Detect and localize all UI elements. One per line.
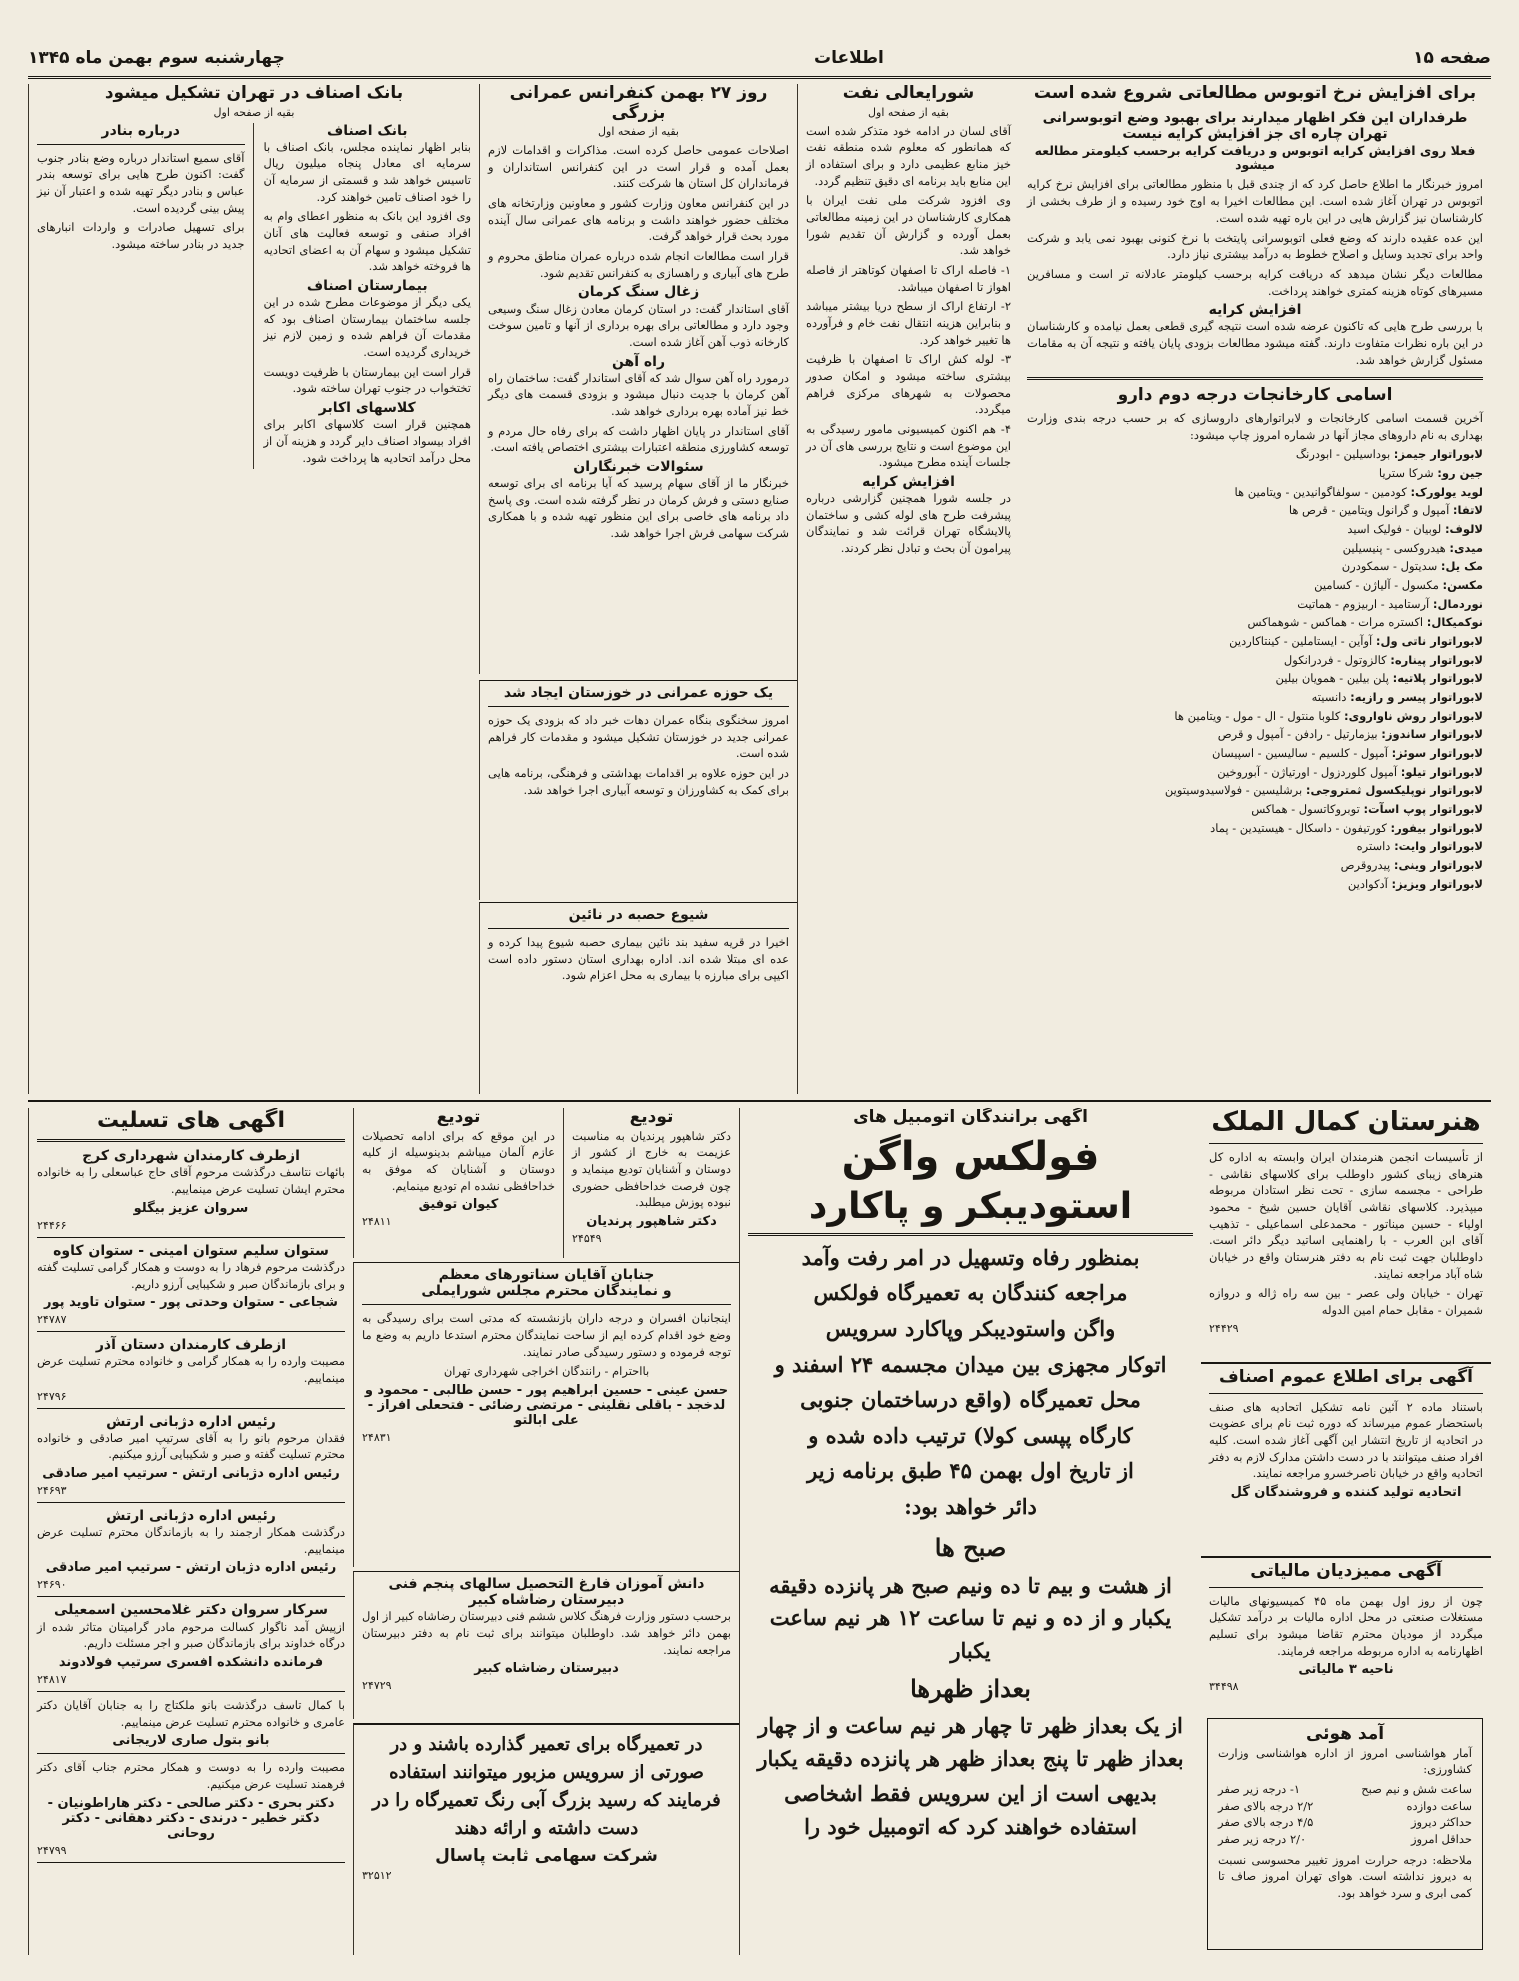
art-school-ad bbox=[1201, 1108, 1491, 1358]
drug-factory-products: آدکوادین bbox=[1347, 876, 1388, 891]
typhoid-paragraph: اخیرا در قریه سفید بند نائین بیماری حصبه شیوع پیدا کرده و عده ای مبتلا شده اند. اداره بهداری استان دستور داده است اکیپی برای مبارزه با بیماری به محل اعزام شود. bbox=[488, 935, 789, 983]
farewell-text-1: دکتر شاهپور پرندیان به مناسبت عزیمت به خارج از کشور از دوستان و آشنایان تودیع مینماید و چون فرصت خداحافظی حضوری نبوده پوزش میطلبد. bbox=[572, 1128, 731, 1210]
farewell-notice-2 bbox=[353, 1108, 563, 1258]
bus-paragraph: این عده عقیده دارند که وضع فعلی اتوبوسرانی پایتخت با نرخ کنونی بهبود نمی یابد و شرکت واحد برای تجدید وسایل و اصلاح خطوط به درآمد بیشتری نیاز دارد. bbox=[1027, 230, 1483, 262]
conference-paragraph: خبرنگار ما از آقای سهام پرسید که آیا برنامه ای برای توسعه صنایع دستی و فرش کرمان در نظر گرفته شده است. وی پاسخ داد برنامه های خاصی برای این منظور تهیه شده و با همکاری شرکت سهامی فرش اجرا خواهد شد. bbox=[488, 476, 789, 541]
condolence-notice bbox=[37, 1243, 345, 1332]
vw-ad-line: واگن واستودیبکر وپاکارد سرویس bbox=[825, 1316, 1116, 1342]
oil-headline: شورایعالی نفت bbox=[842, 84, 975, 103]
condolence-heading: رئیس اداره دژبانی ارتش bbox=[106, 1508, 276, 1525]
drug-factory-name: لابوراتوار وایت: bbox=[1394, 839, 1483, 854]
weather-row bbox=[1218, 1798, 1472, 1815]
oil-paragraph: در جلسه شورا همچنین گزارشی درباره پیشرفت طرح های لوله کشی و ساختمان پالایشگاه تهران قرائت شد و نمایندگان پیرامون آن بحث و تبادل نظر کردند. bbox=[806, 491, 1011, 556]
drug-factory-item bbox=[1027, 801, 1483, 818]
paper-name: اطلاعات bbox=[814, 48, 884, 68]
condolence-signature: شجاعی - ستوان وحدتی پور - ستوان تاوید پور bbox=[44, 1295, 338, 1311]
vw-ad-line: مراجعه کنندگان به تعمیرگاه فولکس bbox=[813, 1280, 1128, 1306]
senate-title-2: و نمایندگان محترم مجلس شورایملی bbox=[421, 1283, 672, 1300]
drug-factory-products: آمپول و گرانول ویتامین - قرص ها bbox=[1288, 503, 1450, 518]
senate-ref: ۲۴۸۳۱ bbox=[362, 1430, 392, 1444]
drug-factory-name: مکسن: bbox=[1442, 577, 1483, 592]
drug-factory-item bbox=[1027, 502, 1483, 519]
vw-ad-line: از تاریخ اول بهمن ۴۵ طبق برنامه زیر bbox=[807, 1458, 1134, 1484]
condolence-notice bbox=[37, 1414, 345, 1503]
school-notice bbox=[353, 1571, 739, 1719]
drug-factory-item bbox=[1027, 726, 1483, 743]
condolence-text: درگذشت مرحوم فرهاد را به دوست و همکار گرامی تسلیت گفته و برای بازماندگان صبر و شکیبایی آرزو داریم. bbox=[37, 1259, 345, 1291]
conference-continued: بقیه از صفحه اول bbox=[598, 125, 679, 139]
weather-row-value: ۲/۰ درجه زیر صفر bbox=[1218, 1831, 1307, 1846]
vw-brand-2: استودیبکر و پاکارد bbox=[808, 1185, 1133, 1227]
drug-factory-name: لابوراتوار جیمز: bbox=[1393, 447, 1483, 462]
condolence-text: بائهات نتاسف درگذشت مرحوم آقای حاج عباسعلی را به خانواده محترم ایشان تسلیت عرض مینماییم. bbox=[37, 1165, 345, 1197]
drug-factory-name: لابوراتوار پلاتیه: bbox=[1392, 671, 1483, 686]
farewell-signature-2: کیوان توفیق bbox=[418, 1197, 499, 1213]
khuzestan-paragraph: امروز سخنگوی بنگاه عمران دهات خبر داد که بزودی یک حوزه عمرانی جدید در خوزستان تشکیل میشود و مقدمات کار فراهم شده است. bbox=[488, 713, 789, 761]
condolence-heading: سرکار سروان دکتر غلامحسین اسمعیلی bbox=[53, 1602, 329, 1619]
farewell-text-2: در این موقع که برای ادامه تحصیلات عازم آلمان میباشم بدینوسیله از کلیه دوستان و آشنایان که موفق به خداحافظی نشده ام تودیع مینمایم. bbox=[362, 1128, 555, 1193]
bus-subheadline-2: فعلا روی افزایش کرایه اتوبوس و دریافت کرایه برحسب کیلومتر مطالعه میشود bbox=[1034, 142, 1476, 173]
senate-notice bbox=[353, 1262, 739, 1567]
weather-row-label: ساعت شش و نیم صبح bbox=[1361, 1781, 1472, 1796]
farewell-ref-2: ۲۴۸۱۱ bbox=[362, 1215, 392, 1229]
weather-row-label: حداکثر دیروز bbox=[1410, 1815, 1472, 1830]
tax-notice bbox=[1201, 1556, 1491, 1711]
condolence-ref: ۲۴۷۹۶ bbox=[37, 1389, 67, 1403]
conference-headline: روز ۲۷ بهمن کنفرانس عمرانی بزرگی bbox=[509, 84, 768, 123]
drug-factory-name: لابوراتوار پیسر و رازیه: bbox=[1350, 689, 1483, 704]
drug-factory-name: لابوراتوار بیفور: bbox=[1390, 820, 1483, 835]
ports-headline: درباره بنادر bbox=[101, 122, 180, 139]
drug-factory-item bbox=[1027, 857, 1483, 874]
drug-list bbox=[1027, 446, 1483, 892]
vw-ad-line: محل تعمیرگاه (واقع درساختمان جنوبی bbox=[800, 1387, 1141, 1413]
weather-row-value: ۲/۲ درجه بالای صفر bbox=[1218, 1798, 1314, 1813]
condolence-signature: بانو بتول صاری لاریجانی bbox=[112, 1733, 270, 1749]
vw-morning-text: از هشت و بیم تا ده ونیم صبح هر پانزده دقیقه یکبار و از ده و نیم تا ساعت ۱۲ هر نیم ساعت یکبار bbox=[769, 1572, 1172, 1663]
weather-note: ملاحظه: درجه حرارت امروز تغییر محسوسی نسبت به دیروز نداشته است. هوای تهران امروز صاف تا کمی ابری و سرد خواهد بود. bbox=[1218, 1852, 1472, 1900]
art-school-body: از تأسیسات انجمن هنرمندان ایران وابسته به اداره کل هنرهای زیبای کشور داوطلب برای کلاسهای نقاشی - طراحی - مجسمه سازی - تحت نظر استادان مربوطه میپذیرد. کلاسهای نقاشی آقایان حسین شیخ - محمود اولیاء - حسین میناتور - محمدعلی اسماعیلی - تذهیب آقای ابن العرب - با راهنمایی اساتید دیگر دائر است. داوطلبان جهت ثبت نام به دفتر هنرستان واقع در خیابان شاه آباد مراجعه نمایند. bbox=[1209, 1149, 1483, 1281]
drug-factory-item bbox=[1027, 596, 1483, 613]
condolences-column bbox=[28, 1108, 353, 1955]
drug-factory-name: لالوف: bbox=[1444, 521, 1483, 536]
drug-factory-products: کورتیفون - داسکال - هیستیدین - پماد bbox=[1210, 820, 1387, 835]
typhoid-article bbox=[479, 902, 797, 1094]
condolence-ref: ۲۴۴۶۶ bbox=[37, 1218, 67, 1232]
vw-ad-line: اتوکار مجهزی بین میدان مجسمه ۲۴ اسفند و bbox=[774, 1351, 1167, 1377]
drug-factory-name: لابوراتوار ویزیز: bbox=[1391, 876, 1483, 891]
condolence-text: ازپیش آمد ناگوار کسالت مرحوم مادر گرامیتان متاثر شده از درگاه خداوند برای بازماندگان صبر و اجر مسئلت داریم. bbox=[37, 1619, 345, 1651]
drug-factory-products: مکسول - آلیاژن - کسامین bbox=[1314, 577, 1439, 592]
condolence-heading: ازطرف کارمندان شهرداری کرج bbox=[82, 1148, 300, 1165]
guild-notice bbox=[1201, 1362, 1491, 1552]
weather-rows bbox=[1218, 1781, 1472, 1848]
condolence-signature: دکتر بحری - دکتر صالحی - دکتر هاراطونیان - دکتر خطیر - درندی - دکتر دهقانی - دکتر روحانی bbox=[47, 1795, 335, 1841]
condolence-notice bbox=[37, 1337, 345, 1408]
drug-factory-products: برشلیسین - فولاسیدوسیتوین bbox=[1164, 783, 1303, 798]
condolence-notice bbox=[37, 1602, 345, 1691]
drug-factory-name: نوکمیکال: bbox=[1426, 615, 1483, 630]
drug-factory-name: جین رو: bbox=[1437, 465, 1483, 480]
drug-factory-item bbox=[1027, 764, 1483, 781]
conference-paragraph: آقای استاندار گفت: در استان کرمان معادن زغال سنگ وسیعی وجود دارد و مطالعاتی برای بهره برداری از آنها و تامین سوخت کارخانه ذوب آهن آغاز شده است. bbox=[488, 301, 789, 349]
drug-factory-products: دانسیته bbox=[1311, 689, 1347, 704]
drug-factory-item bbox=[1027, 614, 1483, 631]
drug-factory-products: توبروکاتسول - هماکس bbox=[1251, 801, 1360, 816]
bus-paragraph: با بررسی طرح هایی که تاکنون عرضه شده است نتیجه گیری قطعی بعمل نیامده و کارشناسان در این باره نظرات متفاوت دارند. گفته میشود مطالعات بزودی پایان یافته و نتیجه آن به مقامات مسئول گزارش خواهد شد. bbox=[1027, 319, 1483, 367]
tax-notice-body: چون از روز اول بهمن ماه ۴۵ کمیسیونهای مالیات مستغلات صنعتی در محل اداره مالیات بر درآمد تشکیل میگردد از مودیان محترم تقاضا میشود برای تسلیم اظهارنامه به اداره مربوطه مراجعه فرمایند. bbox=[1209, 1593, 1483, 1658]
drug-factory-item bbox=[1027, 446, 1483, 463]
issue-date: چهارشنبه سوم بهمن ماه ۱۳۴۵ bbox=[28, 48, 285, 68]
vw-ad-line: بمنظور رفاه وتسهیل در امر رفت وآمد bbox=[801, 1244, 1140, 1270]
weather-intro: آمار هواشناسی امروز از اداره هواشناسی وزارت کشاورزی: bbox=[1218, 1745, 1472, 1777]
conference-paragraph: درمورد راه آهن سوال شد که آقای استاندار گفت: ساختمان راه آهن کرمان با جدیت دنبال میشود و بزودی قسمت های دیگر خط نیز آماده بهره برداری خواهد شد. bbox=[488, 370, 789, 419]
drug-factory-name: لاتفا: bbox=[1452, 503, 1483, 518]
drug-factory-name: لابوراتوار وینی: bbox=[1393, 857, 1483, 872]
condolence-heading: رئیس اداره دژبانی ارتش bbox=[106, 1413, 276, 1430]
weather-row-value: ۱- درجه زیر صفر bbox=[1218, 1781, 1301, 1796]
oil-council-article bbox=[797, 84, 1019, 1094]
drug-factory-item bbox=[1027, 670, 1483, 687]
bank-continued: بقیه از صفحه اول bbox=[213, 105, 295, 119]
bank-paragraph: بنابر اظهار نماینده مجلس، بانک اصناف با سرمایه ای معادل پنجاه میلیون ریال تاسیس خواهد شد و قسمتی از سرمایه آن را خود اصناف تامین خواهند کرد. bbox=[263, 139, 471, 204]
weather-row bbox=[1218, 1831, 1472, 1848]
drug-factory-item bbox=[1027, 652, 1483, 669]
drug-factory-item bbox=[1027, 689, 1483, 706]
drug-factory-products: هیدروکسی - پنیسیلین bbox=[1342, 540, 1446, 555]
farewell-title-1: تودیع bbox=[629, 1108, 674, 1127]
weather-row-label: حداقل امروز bbox=[1410, 1831, 1472, 1846]
bank-paragraph: یکی دیگر از موضوعات مطرح شده در این جلسه ساختمان بیمارستان اصناف بود که مقدمات آن فراهم شده و زمین لازم نیز خریداری گردیده است. bbox=[263, 295, 471, 360]
condolence-ref: ۲۴۷۸۷ bbox=[37, 1313, 67, 1327]
drug-factory-item bbox=[1027, 820, 1483, 837]
drug-factory-name: لابوراتوار پوپ اسآت: bbox=[1363, 801, 1483, 816]
drug-factory-name: نوردمال: bbox=[1432, 596, 1483, 611]
conference-article bbox=[479, 84, 797, 674]
guild-notice-body: باستناد ماده ۲ آئین نامه تشکیل اتحادیه های صنف باستحضار عموم میرساند که دوره ثبت نام برای عضویت در اتحادیه از تاریخ انتشار این آگهی آغاز شده است. کلیه افراد صنف میتوانند با در دست داشتن مدارک لازم به دفتر اتحادیه واقع در خیابان ناصرخسرو مراجعه نمایند. bbox=[1209, 1399, 1483, 1481]
oil-paragraph: ۴- هم اکنون کمیسیونی مامور رسیدگی به این موضوع است و نتایج بررسی های آن در جلسات آینده مطرح میشود. bbox=[806, 421, 1011, 470]
tax-notice-signature: ناحیه ۳ مالیاتی bbox=[1298, 1662, 1394, 1678]
senate-closing: بااحترام - رانندگان اخراجی شهرداری تهران bbox=[443, 1364, 650, 1379]
bus-subheadline-1: طرفداران این فکر اظهار میدارند برای بهبود وضع اتوبوسرانی تهران چاره ای جز افزایش کرایه نیست bbox=[1042, 109, 1468, 142]
hospital-sub-heading: بیمارستان اصناف bbox=[306, 278, 428, 295]
tax-notice-title: آگهی ممیزدیان مالیاتی bbox=[1250, 1561, 1442, 1581]
art-school-ref: ۲۴۴۲۹ bbox=[1209, 1321, 1239, 1335]
literacy-sub-heading: کلاسهای اکابر bbox=[318, 400, 416, 417]
farewell-title-2: تودیع bbox=[436, 1108, 481, 1127]
bus-paragraph: مطالعات دیگر نشان میدهد که دریافت کرایه برحسب کیلومتر عادلانه تر است و مسافرین مسیرهای کوتاه هزینه کمتری خواهند پرداخت. bbox=[1027, 266, 1483, 298]
vw-service-ad bbox=[353, 1723, 739, 1955]
condolences-title: اگهی های تسلیت bbox=[96, 1108, 285, 1133]
newspaper-page bbox=[28, 40, 1491, 1955]
bus-headline: برای افزایش نرخ اتوبوس مطالعاتی شروع شده است bbox=[1033, 84, 1477, 103]
drug-factories-article bbox=[1027, 386, 1483, 892]
senate-names: حسن عینی - حسین ابراهیم پور - حسن طالبی - محمود و لدخجد - باقلی نقلینی - مرتضی رضائی - فتحعلی افراز - علی ابالتو bbox=[364, 1382, 729, 1428]
typhoid-headline: شیوع حصبه در نائین bbox=[568, 907, 709, 923]
questions-sub-heading: سئوالات خبرنگاران bbox=[573, 459, 704, 476]
page-number: صفحه ۱۵ bbox=[1413, 48, 1491, 68]
bank-paragraph: قرار است این بیمارستان با ظرفیت دویست تختخواب در جنوب تهران ساخته شود. bbox=[263, 364, 471, 396]
khuzestan-paragraph: در این حوزه علاوه بر اقدامات بهداشتی و فرهنگی، برنامه هایی برای کمک به کشاورزان و توسعه آبیاری اجرا خواهد شد. bbox=[488, 766, 789, 797]
conference-paragraph: در این کنفرانس معاون وزارت کشور و معاونین وزارتخانه های مختلف حضور خواهند داشت و برنامه های عمرانی سال آینده مورد بحث قرار خواهد گرفت. bbox=[488, 196, 789, 244]
farewell-notice-1 bbox=[563, 1108, 739, 1258]
condolence-ref: ۲۴۶۹۳ bbox=[37, 1484, 67, 1498]
bus-body-left bbox=[1027, 176, 1483, 371]
drug-factory-products: سدیتول - سمکودرن bbox=[1341, 559, 1438, 574]
coal-sub-heading: زغال سنگ کرمان bbox=[577, 284, 700, 301]
condolence-text: مصیبت وارده را به دوست و همکار محترم جناب آقای دکتر فرهمند تسلیت عرض میکنیم. bbox=[37, 1760, 345, 1791]
drugs-headline: اسامی کارخانجات درجه دوم دارو bbox=[1117, 385, 1393, 406]
senate-title: جنابان آقایان سناتورهای معظم bbox=[438, 1267, 655, 1283]
farewell-ref-1: ۲۴۵۴۹ bbox=[572, 1231, 602, 1245]
section-divider bbox=[28, 1100, 1491, 1102]
vw-ad-line: دائر خواهد بود: bbox=[904, 1493, 1037, 1519]
oil-paragraph: آقای لسان در ادامه خود متذکر شده است که همانطور که معلوم شده منطقه نفت خیز منابع عظیمی دارد و برای استفاده از این منابع باید برنامه ای دقیق تنظیم گردد. bbox=[806, 123, 1011, 188]
drug-factory-item bbox=[1027, 745, 1483, 762]
drug-factory-item bbox=[1027, 708, 1483, 725]
condolence-notice bbox=[37, 1759, 345, 1862]
condolence-signature: رئیس اداره دژبان ارتش - سرتیپ امیر صادقی bbox=[45, 1560, 337, 1576]
weather-row bbox=[1218, 1781, 1472, 1798]
drug-factory-item bbox=[1027, 558, 1483, 575]
vw-morning-heading: صبح ها bbox=[934, 1533, 1007, 1563]
condolence-text: درگذشت همکار ارجمند را به بازماندگان محترم تسلیت عرض مینماییم. bbox=[37, 1525, 345, 1556]
school-ref: ۲۴۷۲۹ bbox=[362, 1679, 392, 1693]
vw-afternoon-heading: بعداز ظهرها bbox=[910, 1674, 1031, 1704]
weather-row bbox=[1218, 1814, 1472, 1831]
drug-factory-products: آرستامید - اربیزوم - هماتیت bbox=[1297, 596, 1430, 611]
conference-paragraph: قرار است مطالعات انجام شده درباره عمران مناطق محروم و طرح های آبیاری و راهسازی به کنفرانس تقدیم شود. bbox=[488, 249, 789, 280]
condolence-notice bbox=[37, 1148, 345, 1237]
school-body: برحسب دستور وزارت فرهنگ کلاس ششم فنی دبیرستان رضاشاه کبیر از اول بهمن دائر خواهد شد. داوطلبان میتوانند برای ثبت نام به دفتر دبیرستان مراجعه نمایند. bbox=[362, 1609, 731, 1657]
drugs-intro: آخرین قسمت اسامی کارخانجات و لابراتوارهای داروسازی که بر حسب درجه بندی وزارت بهداری به نام داروهای مجاز آنها در شماره امروز چاپ میشود: bbox=[1027, 410, 1483, 442]
condolence-text: فقدان مرحوم بانو را به آقای سرتیپ امیر صادقی و خانواده محترم تسلیت گفته و صبر و شکیبایی آرزو میکنیم. bbox=[37, 1430, 345, 1462]
vw-service-text: در تعمیرگاه برای تعمیر گذارده باشند و در صورتی از سرویس مزبور میتوانند استفاده فرمایند که رسید بزرگ آبی رنگ تعمیرگاه را در دست داشته و ارائه دهند bbox=[372, 1734, 721, 1839]
tax-notice-ref: ۳۴۴۹۸ bbox=[1209, 1680, 1239, 1694]
condolence-text: با کمال تاسف درگذشت بانو ملکتاج را به جنابان آقایان دکتر عامری و خانواده محترم تسلیت عرض مینماییم. bbox=[37, 1697, 345, 1729]
drug-factory-products: آمپول - کلسیم - سالیسین - اسپیسان bbox=[1212, 745, 1388, 760]
drug-factory-products: بوداسیلین - ابودرنگ bbox=[1295, 447, 1391, 462]
bank-paragraph: وی افزود این بانک به منظور اعطای وام به افراد صنفی و توسعه فعالیت های آنان تشکیل میشود و سهام آن به اعضای اتحادیه ها فروخته خواهد شد. bbox=[263, 209, 471, 274]
drug-factory-name: لابوراتوار ناتی ول: bbox=[1375, 633, 1483, 648]
art-school-address: تهران - خیابان ولی عصر - بین سه راه ژاله و دروازه شمیران - مقابل حمام امین الدوله bbox=[1209, 1286, 1483, 1317]
drug-factory-name: لابوراتوار ساندوز: bbox=[1381, 727, 1483, 742]
vw-ad-line: کارگاه پپسی کولا) ترتیب داده شده و bbox=[808, 1422, 1133, 1448]
condolence-signature: سروان عزیز بیگلو bbox=[133, 1200, 249, 1216]
ports-paragraph: آقای سمیع استاندار درباره وضع بنادر جنوب گفت: اکنون طرح هایی برای توسعه بندر عباس و بنادر دیگر تهیه شده و اعتبار آن نیز پیش بینی گردیده است. bbox=[37, 150, 245, 215]
railway-sub-heading: راه آهن bbox=[611, 353, 666, 370]
drug-factory-name: لابوراتوار نوپلیکسول ثمتروجی: bbox=[1305, 783, 1483, 798]
condolence-heading: ازطرف کارمندان دستان آذر bbox=[95, 1337, 287, 1354]
vw-ad bbox=[739, 1108, 1201, 1955]
khuzestan-article bbox=[479, 680, 797, 900]
weather-row-value: ۴/۵ درجه بالای صفر bbox=[1218, 1815, 1314, 1830]
oil-paragraph: وی افزود شرکت ملی نفت ایران با همکاری کارشناسان در این زمینه مطالعاتی بعمل آورده و گزارش آن تقدیم شورا خواهد شد. bbox=[806, 193, 1011, 258]
drug-factory-products: پلن بیلین - همویان بیلین bbox=[1275, 671, 1389, 686]
condolence-signature: فرمانده دانشکده افسری سرتیپ فولادوند bbox=[58, 1654, 324, 1670]
drug-factory-item bbox=[1027, 484, 1483, 501]
art-school-title: هنرستان کمال الملک bbox=[1211, 1108, 1481, 1137]
drug-factory-products: شرکا ستریا bbox=[1378, 465, 1434, 480]
vw-service-signature: شرکت سهامی ثابت پاسال bbox=[435, 1845, 658, 1866]
drug-factory-name: لابوراتوار سوئز: bbox=[1391, 745, 1483, 760]
condolence-signature: رئیس اداره دژبانی ارتش - سرتیپ امیر صادقی bbox=[42, 1466, 340, 1482]
oil-paragraph: ۳- لوله کش اراک تا اصفهان با ظرفیت بیشتری ساخته میشود و امکان صدور محصولات به شهرهای مرکزی فراهم میگردد. bbox=[806, 352, 1011, 417]
bank-column-right bbox=[264, 123, 472, 470]
weather-row-label: ساعت دوازده bbox=[1406, 1798, 1472, 1813]
drug-factory-item bbox=[1027, 540, 1483, 557]
drug-factory-item bbox=[1027, 876, 1483, 893]
ports-article bbox=[37, 123, 254, 470]
condolence-heading: ستوان سلیم ستوان امینی - ستوان کاوه bbox=[53, 1242, 329, 1259]
drug-factory-name: میدی: bbox=[1449, 540, 1483, 555]
vw-service-ref: ۳۲۵۱۲ bbox=[362, 1868, 392, 1882]
bank-paragraph: همچنین قرار است کلاسهای اکابر برای افراد بیسواد اصناف دایر گردد و هزینه آن از محل درآمد اتحادیه ها پرداخت شود. bbox=[263, 417, 471, 465]
drug-factory-name: مک یل: bbox=[1440, 559, 1483, 574]
drug-factory-products: آمپول کلوردزول - اورتیاژن - آبوروخین bbox=[1217, 764, 1398, 779]
drug-factory-item bbox=[1027, 521, 1483, 538]
drug-factory-products: آوآین - ایستاملین - کینتاکاردین bbox=[1229, 633, 1373, 648]
ports-paragraph: برای تسهیل صادرات و واردات انبارهای جدید در بنادر ساخته میشود. bbox=[37, 220, 245, 251]
oil-paragraph: ۲- ارتفاع اراک از سطح دریا بیشتر میباشد و بنابراین هزینه انتقال نفت خام و فرآورده ها تغییر خواهد کرد. bbox=[806, 299, 1011, 347]
senate-body: اینجانبان افسران و درجه داران بازنشسته که مدتی است برای رسیدگی به وضع خود اقدام کرده ایم از ساحت نمایندگان محترم استدعا داریم به وضع ما توجه فرموده و دستور رسیدگی صادر نمایند. bbox=[362, 1311, 731, 1359]
masthead bbox=[28, 40, 1491, 79]
bank-sub-heading: بانک اصناف bbox=[326, 122, 408, 139]
drug-factory-products: داستره bbox=[1356, 839, 1391, 854]
school-title: دانش آموزان فارغ التحصیل سالهای پنجم فنی bbox=[388, 1576, 705, 1592]
vw-brand-1: فولکس واگن bbox=[841, 1133, 1100, 1180]
vw-closing: بدیهی است از این سرویس فقط اشخاصی استفاده خواهند کرد که اتومبیل خود را bbox=[784, 1781, 1157, 1839]
drug-factory-products: پیدروقرص bbox=[1340, 857, 1391, 872]
guild-bank-article bbox=[28, 84, 479, 1094]
bus-paragraph: امروز خبرنگار ما اطلاع حاصل کرد که از چندی قبل با منظور مطالعاتی برای افزایش نرخ کرایه اتوبوس در تهران آغاز شده است. این مطالعات اخیرا به اوج خود رسیده و از طرف بخشی از کارشناسان نیز گزارش هایی در این باره تهیه شده است. bbox=[1027, 177, 1483, 225]
condolence-notice bbox=[37, 1697, 345, 1754]
drug-factory-item bbox=[1027, 782, 1483, 799]
conference-paragraph: آقای استاندار در پایان اظهار داشت که برای رفاه حال مردم و توسعه کشاورزی منطقه اعتبارات بیشتری اختصاص یافته است. bbox=[488, 423, 789, 455]
oil-paragraph: ۱- فاصله اراک تا اصفهان کوتاهتر از فاصله اهواز تا اصفهان میباشد. bbox=[806, 262, 1011, 294]
drug-factory-products: اکستره مرات - هماکس - شوهماکس bbox=[1247, 615, 1424, 630]
drug-factory-item bbox=[1027, 577, 1483, 594]
bus-fare-article bbox=[1019, 84, 1491, 1094]
condolence-text: مصیبت وارده را به همکار گرامی و خانواده محترم تسلیت عرض مینماییم. bbox=[37, 1354, 345, 1385]
condolence-notice bbox=[37, 1508, 345, 1597]
vw-afternoon-text: از یک بعداز ظهر تا چهار هر نیم ساعت و از چهار بعداز ظهر تا پنج بعداز ظهر هر پانزده دقیقه یکبار bbox=[757, 1713, 1184, 1771]
weather-title: آمد هوئی bbox=[1305, 1724, 1385, 1744]
drug-factory-products: لوبیان - فولیک اسید bbox=[1347, 521, 1442, 536]
vw-lines bbox=[748, 1242, 1193, 1523]
khuzestan-headline: یک حوزه عمرانی در خوزستان ایجاد شد bbox=[503, 685, 774, 701]
conference-paragraph: اصلاحات عمومی حاصل کرده است. مذاکرات و اقدامات لازم بعمل آمده و قرار است در این کنفرانس استانداران و فرمانداران کل استان ها شرکت کنند. bbox=[488, 143, 789, 191]
vw-ad-title: اگهی برانندگان اتومبیل های bbox=[853, 1108, 1088, 1127]
drug-factory-name: لابوراتوار پیناره: bbox=[1390, 652, 1483, 667]
condolence-ref: ۲۴۸۱۷ bbox=[37, 1672, 67, 1686]
drug-factory-item bbox=[1027, 838, 1483, 855]
drug-factory-products: کودمین - سولفاگوانیدین - ویتامین ها bbox=[1234, 484, 1407, 499]
condolence-list bbox=[37, 1148, 345, 1862]
bank-headline: بانک اصناف در تهران تشکیل میشود bbox=[104, 84, 404, 103]
school-title-2: دبیرستان رضاشاه کبیر bbox=[468, 1592, 625, 1609]
condolence-ref: ۲۴۶۹۰ bbox=[37, 1578, 67, 1592]
drug-factory-products: کالزوتول - فردرانکول bbox=[1283, 652, 1387, 667]
drug-factory-name: لابوراتوار روش ناواروی: bbox=[1343, 708, 1483, 723]
drug-factory-item bbox=[1027, 465, 1483, 482]
drug-factory-products: بیزمارتیل - رادفن - آمپول و قرص bbox=[1217, 727, 1378, 742]
bus-sub-heading: افزایش کرایه bbox=[1208, 302, 1302, 319]
school-signature: دبیرستان رضاشاه کبیر bbox=[474, 1661, 619, 1677]
oil-sub-heading: افزایش کرایه bbox=[862, 473, 955, 490]
drug-factory-name: لوید یولورک: bbox=[1410, 484, 1483, 499]
drug-factory-name: لابوراتوار تیلو: bbox=[1400, 764, 1483, 779]
condolence-ref: ۲۴۷۹۹ bbox=[37, 1843, 67, 1857]
drug-factory-item bbox=[1027, 633, 1483, 650]
guild-notice-signature: اتحادیه تولید کننده و فروشندگان گل bbox=[1230, 1484, 1462, 1500]
weather-box bbox=[1207, 1718, 1483, 1950]
drug-factory-products: کلوبا منتول - ال - مول - ویتامین ها bbox=[1174, 708, 1341, 723]
guild-notice-title: آگهی برای اطلاع عموم اصناف bbox=[1219, 1367, 1473, 1387]
farewell-signature-1: دکتر شاهپور پرندیان bbox=[586, 1213, 717, 1229]
oil-continued: بقیه از صفحه اول bbox=[868, 105, 949, 119]
